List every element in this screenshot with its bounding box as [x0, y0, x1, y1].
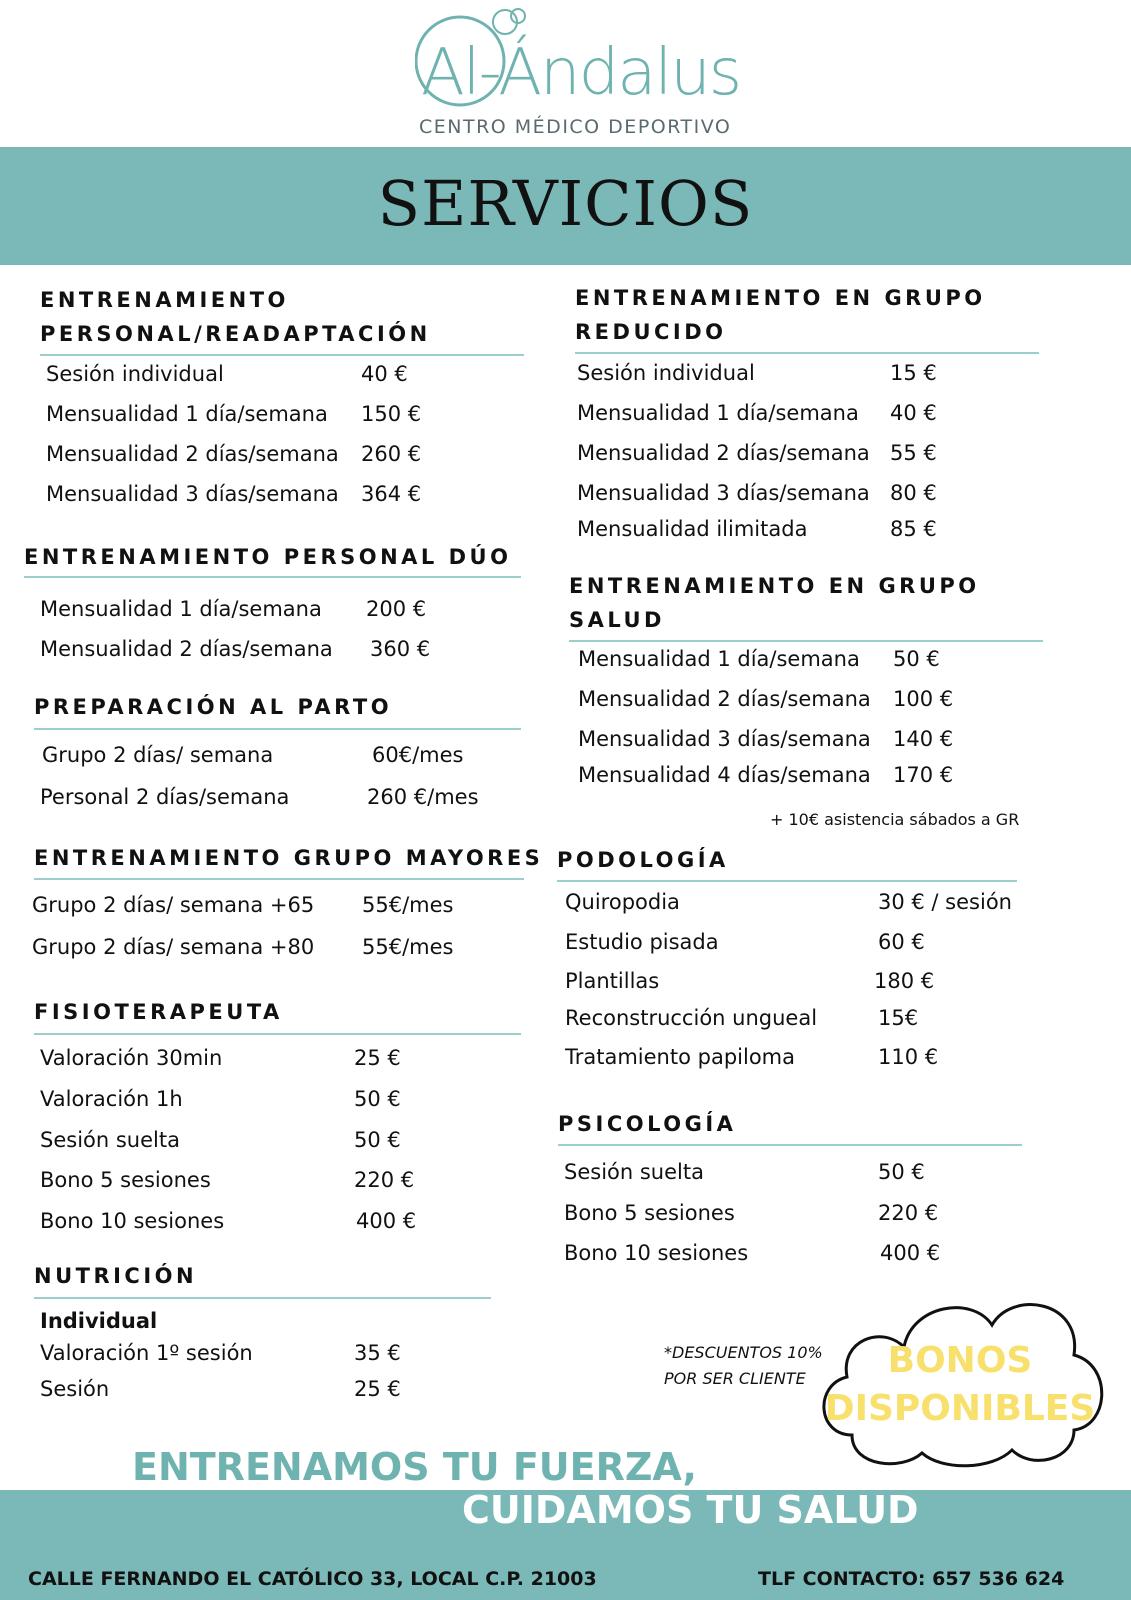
service-label: Personal 2 días/semana: [40, 785, 290, 809]
service-price: 150 €: [361, 402, 422, 426]
service-price: 80 €: [890, 481, 937, 505]
service-label: Bono 10 sesiones: [40, 1209, 225, 1233]
service-label: Sesión suelta: [40, 1128, 180, 1152]
service-label: Sesión individual: [577, 361, 755, 385]
service-label: Quiropodia: [565, 890, 680, 914]
service-price: 260 €/mes: [367, 785, 479, 809]
service-label: Mensualidad 2 días/semana: [46, 442, 339, 466]
service-price: 50 €: [893, 647, 940, 671]
divider: [34, 1297, 491, 1299]
service-price: 40 €: [890, 401, 937, 425]
divider: [34, 728, 521, 730]
service-price: 360 €: [370, 637, 431, 661]
service-price: 180 €: [874, 969, 935, 993]
service-label: Mensualidad 3 días/semana: [46, 482, 339, 506]
service-label: Sesión individual: [46, 362, 224, 386]
divider: [569, 640, 1043, 642]
service-label: Bono 10 sesiones: [564, 1241, 749, 1265]
discount-line: POR SER CLIENTE: [664, 1369, 806, 1388]
service-label: Plantillas: [565, 969, 660, 993]
service-label: Bono 5 sesiones: [564, 1201, 735, 1225]
discount-line: *DESCUENTOS 10%: [664, 1343, 823, 1362]
service-price: 400 €: [880, 1241, 941, 1265]
page-title: SERVICIOS: [377, 167, 754, 240]
service-label: Mensualidad 1 día/semana: [46, 402, 328, 426]
service-price: 50 €: [878, 1160, 925, 1184]
divider: [558, 1144, 1022, 1146]
service-label: Valoración 1º sesión: [40, 1341, 253, 1365]
service-price: 60€/mes: [372, 743, 464, 767]
service-price: 55€/mes: [362, 893, 454, 917]
section-title-podologia: PODOLOGÍA: [557, 848, 729, 872]
service-label: Sesión: [40, 1377, 110, 1401]
logo-subtitle: CENTRO MÉDICO DEPORTIVO: [419, 116, 732, 138]
section-title-duo: ENTRENAMIENTO PERSONAL DÚO: [24, 545, 512, 569]
phone: TLF CONTACTO: 657 536 624: [758, 1568, 1065, 1590]
service-price: 364 €: [361, 482, 422, 506]
divider: [34, 1033, 521, 1035]
divider: [557, 880, 1017, 882]
service-price: 30 € / sesión: [878, 890, 1012, 914]
section-title-fisio: FISIOTERAPEUTA: [34, 1000, 283, 1024]
service-price: 200 €: [366, 597, 427, 621]
service-price: 55€/mes: [362, 935, 454, 959]
service-price: 170 €: [893, 763, 954, 787]
service-price: 400 €: [356, 1209, 417, 1233]
service-price: 50 €: [354, 1087, 401, 1111]
service-price: 15 €: [890, 361, 937, 385]
service-price: 100 €: [893, 687, 954, 711]
service-label: Mensualidad 1 día/semana: [40, 597, 322, 621]
service-price: 140 €: [893, 727, 954, 751]
service-label: Mensualidad 1 día/semana: [577, 401, 859, 425]
service-price: 40 €: [361, 362, 408, 386]
section-title-psicologia: PSICOLOGÍA: [558, 1112, 737, 1136]
service-label: Estudio pisada: [565, 930, 719, 954]
salud-note: + 10€ asistencia sábados a GR: [770, 810, 1020, 829]
logo: [415, 6, 755, 141]
divider: [34, 878, 524, 880]
service-price: 260 €: [361, 442, 422, 466]
service-label: Mensualidad 1 día/semana: [578, 647, 860, 671]
service-price: 50 €: [354, 1128, 401, 1152]
service-label: Valoración 30min: [40, 1046, 223, 1070]
service-label: Mensualidad 2 días/semana: [578, 687, 871, 711]
bonos-line: DISPONIBLES: [824, 1388, 1096, 1429]
address: CALLE FERNANDO EL CATÓLICO 33, LOCAL C.P. 21003: [28, 1568, 597, 1590]
bonos-badge: [812, 1337, 1108, 1433]
service-price: 35 €: [354, 1341, 401, 1365]
service-label: Sesión suelta: [564, 1160, 704, 1184]
service-label: Mensualidad 3 días/semana: [578, 727, 871, 751]
divider: [24, 576, 521, 578]
service-price: 15€: [878, 1006, 919, 1030]
title-banner: [0, 147, 1131, 265]
service-label: Mensualidad 2 días/semana: [40, 637, 333, 661]
service-price: 220 €: [878, 1201, 939, 1225]
slogan-line-2: CUIDAMOS TU SALUD: [462, 1488, 919, 1532]
service-label: Bono 5 sesiones: [40, 1168, 211, 1192]
service-price: 55 €: [890, 441, 937, 465]
section-title-line: PERSONAL/READAPTACIÓN: [40, 322, 431, 346]
service-price: 25 €: [354, 1046, 401, 1070]
section-title-line: ENTRENAMIENTO: [40, 288, 289, 312]
section-title-personal: [40, 283, 431, 351]
service-price: 85 €: [890, 517, 937, 541]
service-label: Grupo 2 días/ semana +65: [32, 893, 315, 917]
service-label: Grupo 2 días/ semana: [42, 743, 274, 767]
section-title-parto: PREPARACIÓN AL PARTO: [34, 695, 393, 719]
section-title-line: SALUD: [569, 608, 665, 632]
service-label: Tratamiento papiloma: [565, 1045, 795, 1069]
slogan-line-1: ENTRENAMOS TU FUERZA,: [132, 1445, 697, 1489]
service-label: Mensualidad ilimitada: [577, 517, 808, 541]
section-title-line: ENTRENAMIENTO EN GRUPO: [569, 574, 980, 598]
service-price: 220 €: [354, 1168, 415, 1192]
divider: [40, 354, 524, 356]
service-price: 110 €: [878, 1045, 939, 1069]
nutricion-subtitle: Individual: [40, 1309, 158, 1333]
section-title-nutricion: NUTRICIÓN: [34, 1264, 198, 1288]
divider: [575, 352, 1039, 354]
section-title-mayores: ENTRENAMIENTO GRUPO MAYORES: [34, 846, 544, 870]
service-price: 60 €: [878, 930, 925, 954]
section-title-line: REDUCIDO: [575, 320, 727, 344]
service-price: 25 €: [354, 1377, 401, 1401]
section-title-salud: [569, 569, 980, 637]
service-label: Mensualidad 4 días/semana: [578, 763, 871, 787]
section-title-line: ENTRENAMIENTO EN GRUPO: [575, 286, 986, 310]
section-title-reducido: [575, 281, 986, 349]
service-label: Valoración 1h: [40, 1087, 183, 1111]
service-label: Reconstrucción ungueal: [565, 1006, 818, 1030]
discount-note: [664, 1340, 823, 1392]
service-label: Grupo 2 días/ semana +80: [32, 935, 315, 959]
service-label: Mensualidad 3 días/semana: [577, 481, 870, 505]
service-label: Mensualidad 2 días/semana: [577, 441, 870, 465]
bonos-line: BONOS: [887, 1340, 1033, 1381]
logo-name: Al-Ándalus: [421, 36, 741, 110]
